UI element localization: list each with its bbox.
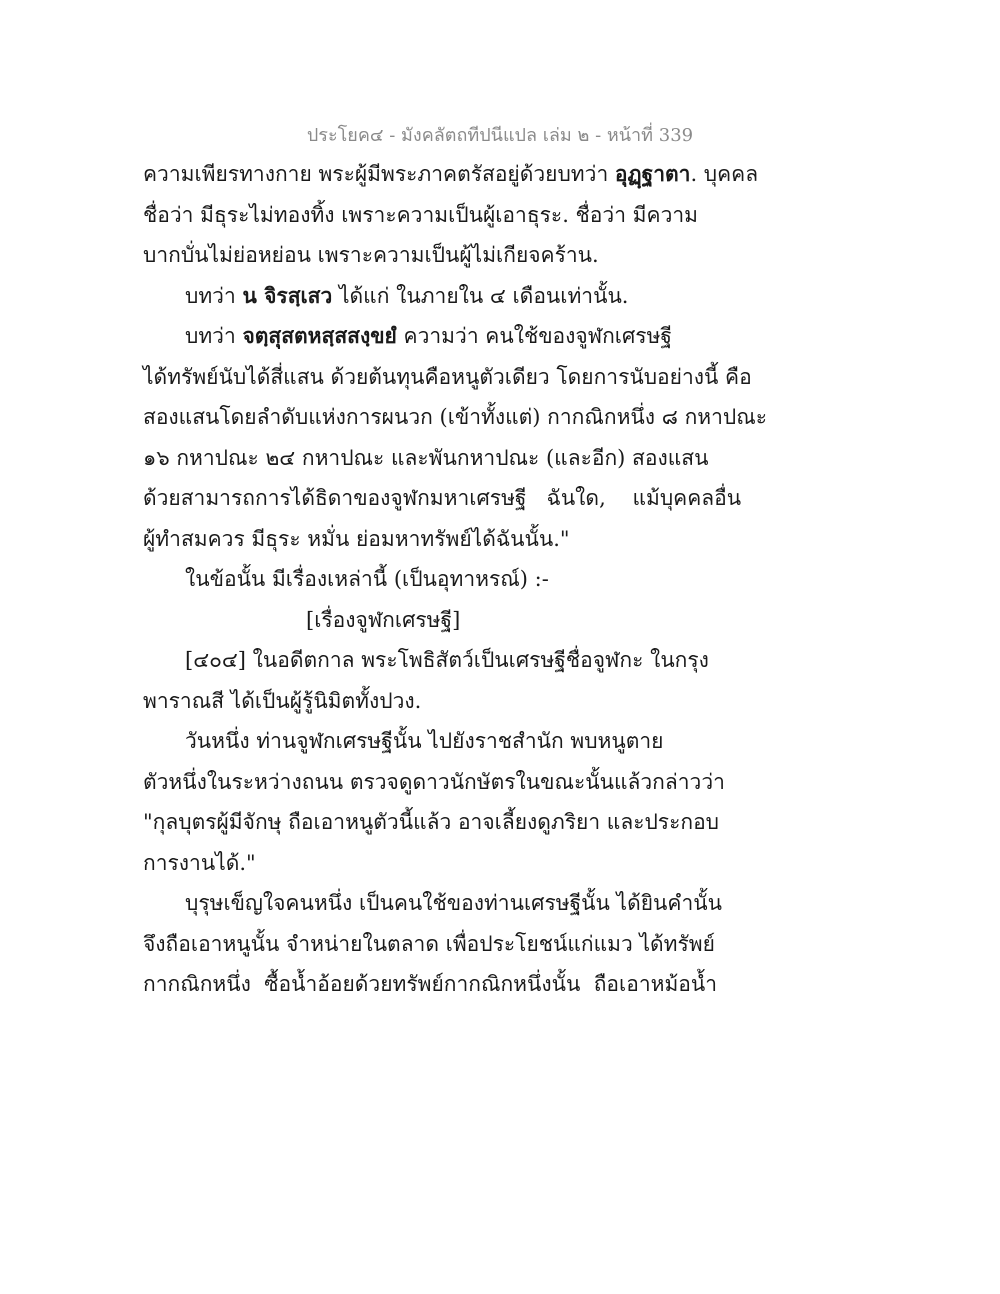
pali-term: อุฏฺฐาตา — [614, 161, 691, 186]
text-line: ได้ทรัพย์นับได้สี่แสน ด้วยต้นทุนคือหนูตัวเดียว โดยการนับอย่างนี้ คือ — [143, 364, 752, 389]
pali-term: น จิรสฺเสว — [242, 282, 333, 308]
running-header — [0, 120, 1000, 149]
text-line: บทว่า น จิรสฺเสว ได้แก่ ในภายใน ๔ เดือนเท่านั้น. — [185, 282, 629, 308]
text-line: [๔๐๔] ในอดีตกาล พระโพธิสัตว์เป็นเศรษฐีชื่อจูฬกะ ในกรุง — [185, 648, 709, 672]
text-line: ในข้อนั้น มีเรื่องเหล่านี้ (เป็นอุทาหรณ์) :- — [185, 567, 549, 591]
text-line: ด้วยสามารถการได้ธิดาของจูฬกมหาเศรษฐี ฉันใด, แม้บุคคลอื่น — [143, 486, 742, 510]
running-head-text: ประโยค๔ - มังคลัตถทีปนีแปล เล่ม ๒ - หน้าที่ 339 — [306, 125, 694, 146]
text-line: ๑๖ กหาปณะ ๒๔ กหาปณะ และพันกหาปณะ (และอีก) สองแสน — [143, 445, 709, 470]
text-line: กากณิกหนึ่ง ซื้อน้ำอ้อยด้วยทรัพย์กากณิกหนึ่งนั้น ถือเอาหม้อน้ำ — [143, 972, 718, 996]
text-line: สองแสนโดยลำดับแห่งการผนวก (เข้าทั้งแต่) กากณิกหนึ่ง ๘ กหาปณะ — [143, 405, 768, 429]
text-line: พาราณสี ได้เป็นผู้รู้นิมิตทั้งปวง. — [143, 688, 422, 713]
text-line: การงานได้." — [143, 850, 256, 875]
section-heading: [เรื่องจูฬกเศรษฐี] — [306, 607, 461, 632]
text-line: ความเพียรทางกาย พระผู้มีพระภาคตรัสอยู่ด้วยบทว่า อุฏฺฐาตา. บุคคล — [143, 161, 759, 186]
text-line: จึงถือเอาหนูนั้น จำหน่ายในตลาด เพื่อประโยชน์แก่แมว ได้ทรัพย์ — [143, 931, 715, 956]
body-text — [143, 154, 768, 1005]
text-line: บทว่า จตฺสุสตหสฺสสงฺขยํ ความว่า คนใช้ของจูฬกเศรษฐี — [185, 323, 673, 348]
text-line: "กุลบุตรผู้มีจักษุ ถือเอาหนูตัวนี้แล้ว อาจเลี้ยงดูภริยา และประกอบ — [143, 810, 720, 834]
text-line: ผู้ทำสมควร มีธุระ หมั่น ย่อมหาทรัพย์ได้ฉันนั้น." — [143, 526, 570, 551]
pali-term: จตฺสุสตหสฺสสงฺขยํ — [242, 323, 397, 348]
text-line: ชื่อว่า มีธุระไม่ทองทิ้ง เพราะความเป็นผู้เอาธุระ. ชื่อว่า มีความ — [143, 202, 698, 227]
text-line: วันหนึ่ง ท่านจูฬกเศรษฐีนั้น ไปยังราชสำนัก พบหนูตาย — [185, 729, 664, 753]
text-line: บากบั่นไม่ย่อหย่อน เพราะความเป็นผู้ไม่เกียจคร้าน. — [143, 243, 599, 267]
text-line: บุรุษเข็ญใจคนหนึ่ง เป็นคนใช้ของท่านเศรษฐีนั้น ได้ยินคำนั้น — [185, 891, 722, 915]
text-line: ตัวหนึ่งในระหว่างถนน ตรวจดูดาวนักษัตรในขณะนั้นแล้วกล่าวว่า — [143, 769, 725, 794]
